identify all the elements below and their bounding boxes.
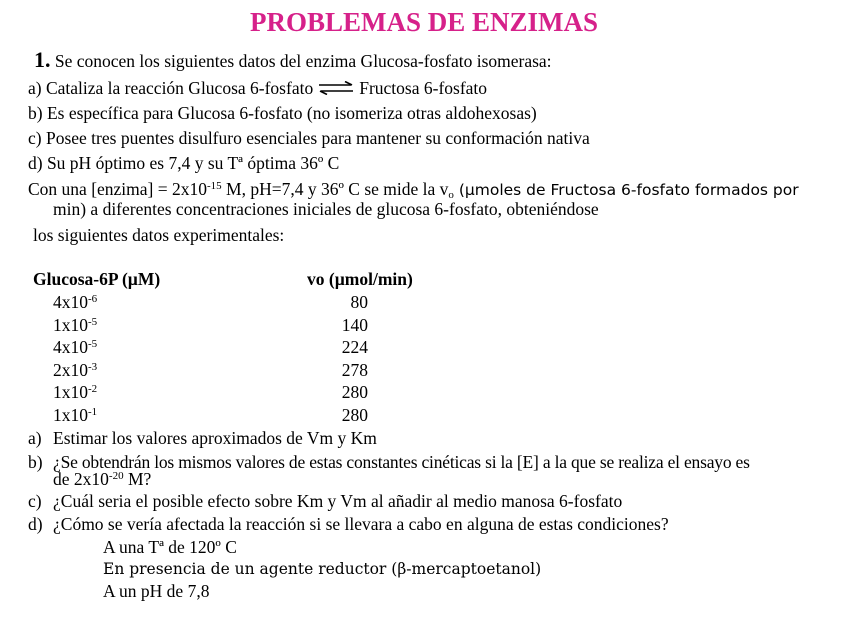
question-d-label: d) <box>28 514 43 534</box>
condition-exponent: -15 <box>207 180 222 192</box>
condition-text-1: Con una [enzima] = 2x10 <box>28 179 207 199</box>
item-d: d) Su pH óptimo es 7,4 y su Tª óptima 36º C <box>28 153 340 173</box>
question-c: ¿Cuál seria el posible efecto sobre Km y Vm al añadir al medio manosa 6-fosfato <box>53 491 623 511</box>
table-row-substrate <box>53 382 97 402</box>
question-b-suffix: M? <box>123 469 152 489</box>
question-b-line-1: ¿Se obtendrán los mismos valores de estas constantes cinéticas si la [E] a la que se realiza el ensayo es <box>53 452 750 472</box>
question-a-label: a) <box>28 428 42 448</box>
table-row-velocity: 280 <box>341 405 368 425</box>
table-row-velocity: 140 <box>341 314 368 335</box>
item-c: c) Posee tres puentes disulfuro esenciales para mantener su conformación nativa <box>28 128 590 148</box>
table-row-substrate <box>53 405 97 425</box>
item-b: b) Es específica para Glucosa 6-fosfato (no isomeriza otras aldohexosas) <box>28 103 537 123</box>
substrate-exponent: -1 <box>88 406 98 418</box>
table-header-substrate: Glucosa-6P (µM) <box>33 269 161 289</box>
condition-line-2: min) a diferentes concentraciones iniciales de glucosa 6-fosfato, obteniéndose <box>53 199 599 219</box>
table-row-velocity: 278 <box>341 359 368 380</box>
condition-text-3: (µmoles de Fructosa 6-fosfato formados por <box>453 181 799 199</box>
question-b-exponent: -20 <box>108 470 124 482</box>
substrate-value: 1x10 <box>53 405 88 425</box>
condition-line-1 <box>28 179 799 200</box>
condition-temperature: A una Tª de 120º C <box>103 537 237 557</box>
item-a-suffix: Fructosa 6-fosfato <box>359 78 488 98</box>
problem-intro <box>34 47 552 72</box>
table-row-substrate <box>53 292 97 312</box>
substrate-exponent: -3 <box>88 360 98 373</box>
condition-ph: A un pH de 7,8 <box>103 581 210 601</box>
table-header-velocity: vo (µmol/min) <box>307 269 413 289</box>
substrate-value: 2x10 <box>53 359 88 380</box>
substrate-exponent: -2 <box>88 383 98 396</box>
substrate-value: 4x10 <box>53 292 88 312</box>
question-b-label: b) <box>28 452 43 472</box>
equilibrium-arrows-icon <box>317 81 355 95</box>
problem-number: 1. <box>34 47 51 72</box>
question-c-label: c) <box>28 491 42 511</box>
substrate-value: 1x10 <box>53 314 88 335</box>
condition-line-3: los siguientes datos experimentales: <box>33 225 285 245</box>
item-a-prefix: a) Cataliza la reacción Glucosa 6-fosfato <box>28 78 314 98</box>
substrate-exponent: -6 <box>88 293 98 305</box>
question-d: ¿Cómo se vería afectada la reacción si se llevara a cabo en alguna de estas condiciones? <box>53 514 669 534</box>
item-a <box>28 78 487 98</box>
condition-subscript: o <box>448 189 454 201</box>
substrate-value: 1x10 <box>53 382 88 403</box>
question-a: Estimar los valores aproximados de Vm y Km <box>53 428 377 448</box>
condition-reducing-agent: En presencia de un agente reductor (β-mercaptoetanol) <box>103 560 542 578</box>
substrate-exponent: -5 <box>88 338 98 351</box>
page-title: PROBLEMAS DE ENZIMAS <box>249 7 599 37</box>
problem-intro-text: Se conocen los siguientes datos del enzima Glucosa-fosfato isomerasa: <box>50 51 552 71</box>
question-b-text: de 2x10 <box>53 469 109 489</box>
table-row-substrate <box>53 360 97 380</box>
substrate-value: 4x10 <box>53 337 88 358</box>
question-b-line-2 <box>53 469 151 489</box>
table-row-substrate <box>53 337 97 357</box>
table-row-substrate <box>53 315 97 335</box>
condition-text-2: M, pH=7,4 y 36º C se mide la v <box>221 179 449 199</box>
substrate-exponent: -5 <box>88 315 98 328</box>
table-row-velocity: 224 <box>341 337 368 358</box>
table-row-velocity: 280 <box>341 382 368 403</box>
table-row-velocity: 80 <box>350 292 368 312</box>
